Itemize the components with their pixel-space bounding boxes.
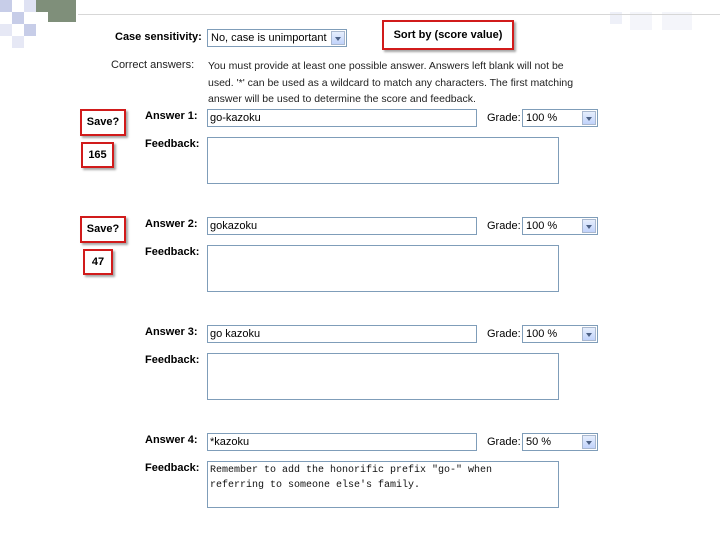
answer-1-input[interactable]: go-kazoku [207,109,477,127]
save-callout: Save? [80,216,126,243]
case-sensitivity-select[interactable] [207,29,347,47]
grade-2-label: Grade: [487,220,521,232]
case-sensitivity-label: Case sensitivity: [115,31,202,43]
chevron-down-icon[interactable] [582,219,596,233]
answer-1-label: Answer 1: [145,110,198,122]
grade-4-label: Grade: [487,436,521,448]
corner-square [36,0,48,12]
corner-square [24,0,36,12]
answer-2-input[interactable]: gokazoku [207,217,477,235]
answer-2-label: Answer 2: [145,218,198,230]
answer-4-label: Answer 4: [145,434,198,446]
answer-4-input[interactable]: *kazoku [207,433,477,451]
answer-3-label: Answer 3: [145,326,198,338]
corner-square [12,0,24,12]
save-callout: Save? [80,109,126,136]
corner-square [0,0,12,12]
chevron-down-icon[interactable] [582,327,596,341]
corner-square [24,24,36,36]
grade-1-label: Grade: [487,112,521,124]
grade-3-select[interactable] [522,325,598,343]
corner-square [48,0,76,22]
corner-square [12,12,24,24]
feedback-1-textarea[interactable] [207,137,559,184]
grade-4-value: 50 % [526,436,552,448]
corner-square [0,24,12,36]
feedback-2-label: Feedback: [145,246,200,258]
grade-4-select[interactable] [522,433,598,451]
case-sensitivity-value: No, case is unimportant [211,32,327,44]
grade-3-label: Grade: [487,328,521,340]
feedback-4-label: Feedback: [145,462,200,474]
corner-square [12,36,24,48]
feedback-4-textarea[interactable]: Remember to add the honorific prefix "go-" when referring to someone else's family. [207,461,559,508]
count-callout: 165 [81,142,114,168]
grade-1-value: 100 % [526,112,558,124]
feedback-3-textarea[interactable] [207,353,559,400]
chevron-down-icon[interactable] [582,435,596,449]
feedback-2-textarea[interactable] [207,245,559,292]
count-callout: 47 [83,249,113,275]
grade-2-value: 100 % [526,220,558,232]
feedback-3-label: Feedback: [145,354,200,366]
sort-callout: Sort by (score value) [382,20,514,50]
correct-answers-help: You must provide at least one possible answer. Answers left blank will not be used. '*' can be used as a wildcard to match any characters. The first matching answer will be used to determine the score and feedback. [208,60,574,105]
grade-3-value: 100 % [526,328,558,340]
top-rule [78,14,720,15]
correct-answers-label: Correct answers: [111,59,195,71]
grade-1-select[interactable] [522,109,598,127]
grade-2-select[interactable] [522,217,598,235]
chevron-down-icon[interactable] [582,111,596,125]
feedback-1-label: Feedback: [145,138,200,150]
answer-3-input[interactable]: go kazoku [207,325,477,343]
chevron-down-icon[interactable] [331,31,345,45]
